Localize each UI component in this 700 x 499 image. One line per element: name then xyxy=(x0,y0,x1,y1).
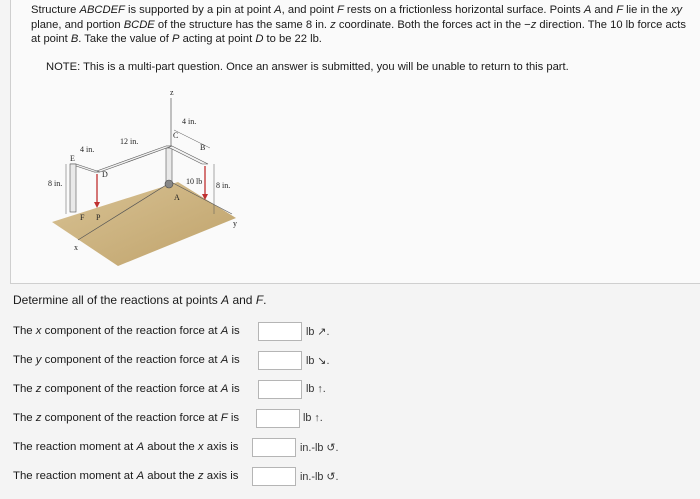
reaction-label: The x component of the reaction force at A is xyxy=(13,325,240,337)
problem-statement: Structure ABCDEF is supported by a pin at point A, and point F rests on a frictionless horizontal surface. Points A and F lie in the xy plane, and portion BCDE of the structure has the same 8 in. z coordinate. Both the forces act in the −z direction. The 10 lb force acts at point B. Take the value of P acting at point D to be 22 lb. xyxy=(31,4,686,45)
reaction-label: The z component of the reaction force at F is xyxy=(13,412,240,424)
unit-label: lb ↘. xyxy=(306,355,330,367)
point-a-label: A xyxy=(174,193,180,202)
y-label: y xyxy=(233,219,237,228)
reaction-label: The reaction moment at A about the x axis is xyxy=(13,441,239,453)
point-b-label: B xyxy=(200,143,206,152)
point-f-label: F xyxy=(80,213,85,222)
point-e-label: E xyxy=(70,154,75,163)
pin-a xyxy=(165,180,173,188)
point-p-label: P xyxy=(96,213,101,222)
dim-8in-left-label: 8 in. xyxy=(48,179,63,188)
post-a xyxy=(166,148,172,184)
unit-label: lb ↗. xyxy=(306,326,330,338)
unit-label: lb ↑. xyxy=(303,412,323,424)
answer-input-max[interactable] xyxy=(252,438,296,457)
note-text: NOTE: This is a multi-part question. Once an answer is submitted, you will be unable to return to this part. xyxy=(46,61,569,73)
unit-label: lb ↑. xyxy=(306,383,326,395)
dim-4in-top-label: 4 in. xyxy=(182,117,197,126)
structure-figure xyxy=(40,84,260,274)
reaction-label: The y component of the reaction force at A is xyxy=(13,354,240,366)
reactions-intro: Determine all of the reactions at points A and F. xyxy=(13,293,267,307)
member-cd xyxy=(94,146,172,172)
dim-8in-right-label: 8 in. xyxy=(216,181,231,190)
reaction-label: The reaction moment at A about the z axis is xyxy=(13,470,239,482)
z-label: z xyxy=(170,88,174,97)
x-label: x xyxy=(74,243,78,252)
dim-4in-left-label: 4 in. xyxy=(80,145,95,154)
unit-label: in.-lb ↺. xyxy=(300,471,339,483)
point-d-label: D xyxy=(102,170,108,179)
structure-diagram xyxy=(40,84,260,274)
answer-input-maz[interactable] xyxy=(252,467,296,486)
answer-input-az[interactable] xyxy=(258,380,302,399)
force-10lb-label: 10 lb xyxy=(186,177,203,186)
reaction-label: The z component of the reaction force at A is xyxy=(13,383,240,395)
dim-12in-label: 12 in. xyxy=(120,137,139,146)
floor-plane xyxy=(52,182,236,266)
answer-input-fz[interactable] xyxy=(256,409,300,428)
post-ef xyxy=(70,164,76,212)
reactions-section xyxy=(13,292,673,483)
unit-label: in.-lb ↺. xyxy=(300,442,339,454)
point-c-label: C xyxy=(173,131,179,140)
answer-input-ax[interactable] xyxy=(258,322,302,341)
answer-input-ay[interactable] xyxy=(258,351,302,370)
